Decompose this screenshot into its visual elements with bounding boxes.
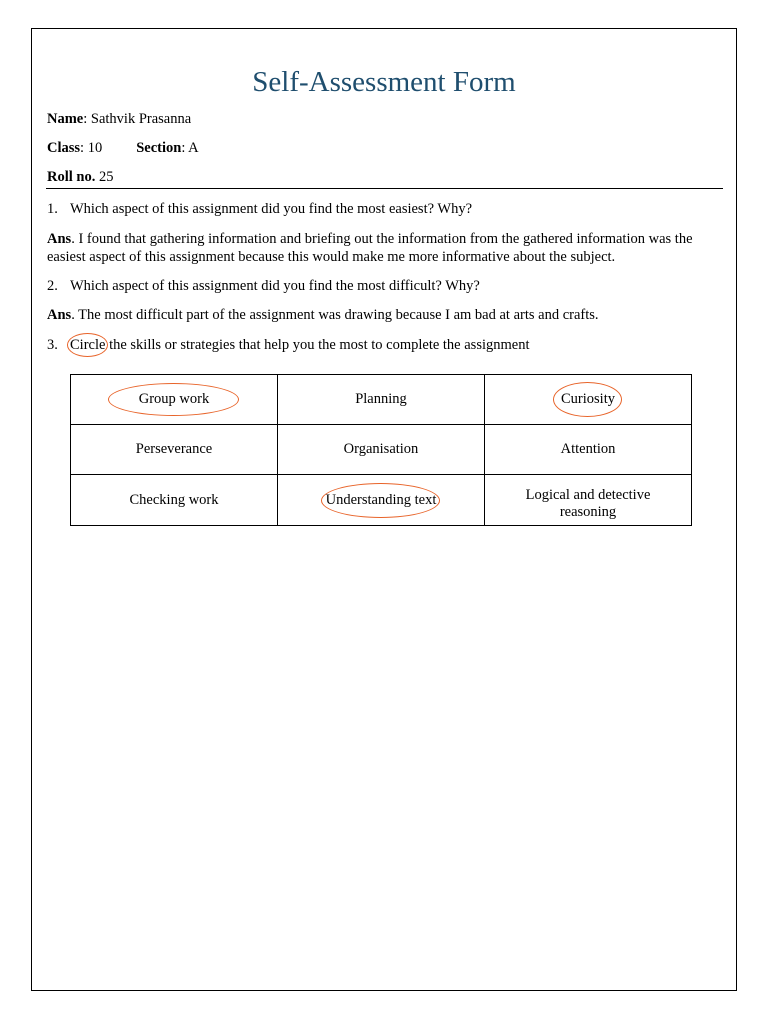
answer-1 — [47, 230, 723, 266]
question-3-number: 3. — [47, 337, 58, 353]
question-1 — [47, 200, 723, 218]
table-row — [71, 425, 692, 475]
section-value: : A — [181, 140, 199, 156]
roll-value: 25 — [95, 169, 114, 185]
page-title: Self-Assessment Form — [252, 66, 516, 98]
class-label: Class — [47, 140, 81, 156]
skill-cell-group-work[interactable] — [71, 375, 278, 425]
skills-table — [70, 374, 692, 526]
name-value: : Sathvik Prasanna — [83, 111, 192, 127]
name-line — [47, 110, 191, 128]
answer-2-label: Ans — [47, 307, 72, 323]
skill-label: Logical and detective reasoning — [525, 487, 651, 520]
skill-cell-organisation[interactable] — [278, 425, 485, 475]
question-2-number: 2. — [47, 278, 58, 294]
question-1-text: Which aspect of this assignment did you find the most easiest? Why? — [70, 201, 473, 217]
table-row — [71, 375, 692, 425]
answer-2-text: . The most difficult part of the assignment was drawing because I am bad at arts and crafts. — [71, 307, 599, 323]
answer-2 — [47, 306, 723, 324]
question-3 — [47, 336, 723, 354]
skill-label: Curiosity — [561, 391, 615, 407]
question-2 — [47, 277, 723, 295]
class-value: : 10 — [80, 140, 103, 156]
roll-line — [47, 168, 113, 186]
header-divider — [46, 188, 723, 189]
question-3-text: the skills or strategies that help you the most to complete the assignment — [105, 337, 530, 353]
skill-label: Perseverance — [135, 441, 213, 457]
skill-label: Group work — [138, 391, 210, 407]
skill-label: Understanding text — [325, 491, 437, 508]
section-label: Section — [136, 140, 182, 156]
table-row — [71, 475, 692, 526]
skill-label: Checking work — [129, 491, 219, 508]
skill-cell-understanding-text[interactable] — [278, 475, 485, 526]
answer-1-label: Ans — [47, 231, 72, 247]
question-2-text: Which aspect of this assignment did you find the most difficult? Why? — [70, 278, 480, 294]
circled-word: Circle — [70, 336, 105, 354]
skill-cell-curiosity[interactable] — [485, 375, 692, 425]
skill-label: Planning — [355, 391, 407, 407]
question-1-number: 1. — [47, 201, 58, 217]
skill-cell-planning[interactable] — [278, 375, 485, 425]
skill-label: Attention — [560, 441, 616, 457]
skill-cell-attention[interactable] — [485, 425, 692, 475]
skill-label: Organisation — [343, 441, 419, 457]
skill-cell-logical-reasoning[interactable] — [485, 475, 692, 526]
name-label: Name — [47, 111, 84, 127]
skill-cell-perseverance[interactable] — [71, 425, 278, 475]
roll-label: Roll no. — [47, 169, 96, 185]
class-section-line — [47, 139, 199, 157]
answer-1-text: . I found that gathering information and briefing out the information from the gathered information was the easiest aspect of this assignment because this would make me more informative about the subject. — [47, 231, 693, 265]
skill-cell-checking-work[interactable] — [71, 475, 278, 526]
